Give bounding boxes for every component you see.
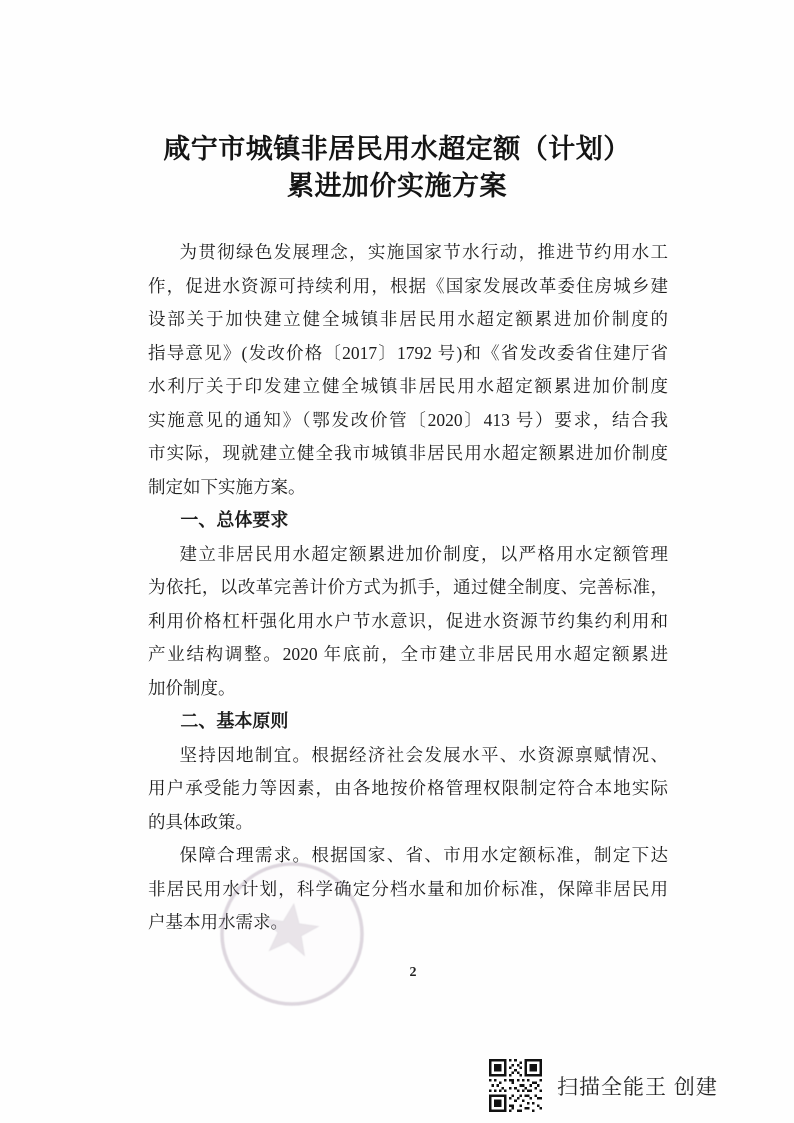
page-number: 2 [409, 965, 417, 980]
text-line: 的具体政策。 [148, 811, 253, 832]
text-line: 设部关于加快建立健全城镇非居民用水超定额累进加价制度的 [148, 309, 668, 329]
text-line: 非居民用水计划，科学确定分档水量和加价标准，保障非居民用 [148, 878, 668, 899]
text-line: 利用价格杠杆强化用水户节水意识，促进水资源节约集约利用和 [148, 610, 668, 631]
text-line: 加价制度。 [148, 677, 236, 698]
text-line: 实施意见的通知》（鄂发改价管〔2020〕413 号）要求，结合我 [148, 409, 668, 430]
document-title-line2: 累进加价实施方案 [287, 171, 507, 201]
text-line: 为贯彻绿色发展理念，实施国家节水行动，推进节约用水工 [179, 242, 668, 262]
text-line: 为依托，以改革完善计价方式为抓手，通过健全制度、完善标准， [148, 577, 668, 597]
scanner-watermark [489, 1059, 718, 1112]
document-body [148, 236, 668, 940]
text-line: 建立非居民用水超定额累进加价制度，以严格用水定额管理 [179, 543, 668, 564]
text-line: 市实际，现就建立健全我市城镇非居民用水超定额累进加价制度 [148, 443, 668, 463]
text-line: 产业结构调整。2020 年底前，全市建立非居民用水超定额累进 [148, 644, 668, 664]
text-line: 水利厅关于印发建立健全城镇非居民用水超定额累进加价制度 [148, 376, 668, 396]
text-line: 用户承受能力等因素，由各地按价格管理权限制定符合本地实际 [148, 778, 668, 798]
text-line: 保障合理需求。根据国家、省、市用水定额标准，制定下达 [179, 845, 668, 865]
document-title-line1: 咸宁市城镇非居民用水超定额（计划） [163, 134, 631, 164]
text-line: 户基本用水需求。 [148, 912, 288, 932]
text-line: 制定如下实施方案。 [148, 476, 306, 497]
section-heading: 一、总体要求 [180, 510, 289, 530]
text-line: 坚持因地制宜。根据经济社会发展水平、水资源禀赋情况、 [179, 744, 668, 765]
text-line: 指导意见》(发改价格〔2017〕1792 号)和《省发改委省住建厅省 [148, 342, 668, 363]
section-heading: 二、基本原则 [180, 711, 289, 731]
document-title [0, 131, 794, 205]
scanner-watermark-label: 扫描全能王 创建 [557, 1075, 718, 1099]
text-line: 作，促进水资源可持续利用，根据《国家发展改革委住房城乡建 [148, 275, 668, 296]
qr-code-icon [489, 1059, 542, 1112]
